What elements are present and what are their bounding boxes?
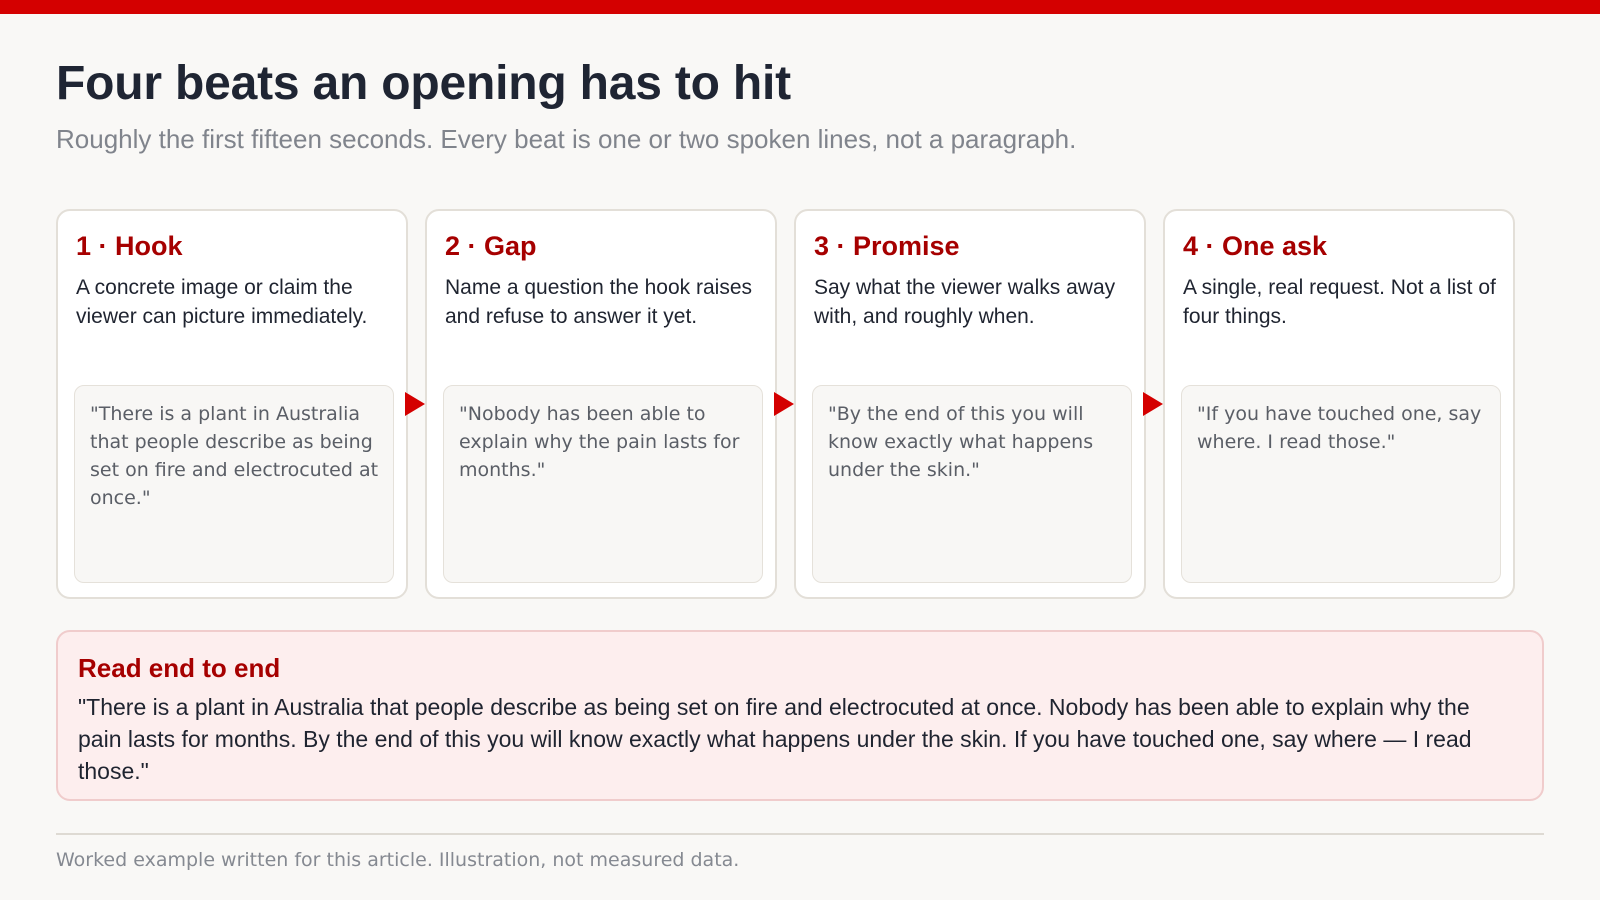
beat-description: Say what the viewer walks away with, and roughly when.: [814, 276, 1116, 328]
beat-title: 1 · Hook: [76, 231, 183, 261]
beat-example-box: [443, 385, 763, 583]
beat-example-box: [812, 385, 1132, 583]
arrow-right-icon: [774, 392, 794, 416]
beat-title: 4 · One ask: [1183, 231, 1328, 261]
beat-example-quote: "By the end of this you will know exactly what happens under the skin.": [828, 403, 1094, 481]
arrow-right-icon: [405, 392, 425, 416]
page-title: Four beats an opening has to hit: [56, 57, 791, 110]
beat-example-quote: "If you have touched one, say where. I read those.": [1197, 403, 1482, 453]
read-end-to-end-panel: [56, 630, 1544, 801]
beat-example-quote: "There is a plant in Australia that people describe as being set on fire and electrocuted at once.": [90, 403, 379, 509]
beat-card-one-ask: [1163, 209, 1515, 599]
beat-example-box: [74, 385, 394, 583]
beat-description: Name a question the hook raises and refuse to answer it yet.: [445, 276, 753, 328]
beat-description: A concrete image or claim the viewer can picture immediately.: [76, 276, 368, 328]
arrow-right-icon: [1143, 392, 1163, 416]
beat-card-hook: [56, 209, 408, 599]
beat-description: A single, real request. Not a list of four things.: [1183, 276, 1496, 328]
summary-text: "There is a plant in Australia that people describe as being set on fire and electrocuted at once. Nobody has been able to explain why the pain lasts for months. By the end of this you will know exactly what happens under the skin. If you have touched one, say where — I read those.": [78, 694, 1472, 784]
beat-title: 3 · Promise: [814, 231, 960, 261]
top-accent-bar: [0, 0, 1600, 14]
beat-title: 2 · Gap: [445, 231, 537, 261]
beat-card-promise: [794, 209, 1146, 599]
beat-card-gap: [425, 209, 777, 599]
beats-flow: [56, 209, 1544, 601]
summary-title: Read end to end: [78, 653, 281, 683]
beat-example-quote: "Nobody has been able to explain why the pain lasts for months.": [459, 403, 740, 481]
page-subtitle: Roughly the first fifteen seconds. Every beat is one or two spoken lines, not a paragraph.: [56, 124, 1077, 154]
footnote: Worked example written for this article. Illustration, not measured data.: [56, 849, 740, 871]
footer-divider: [56, 833, 1544, 835]
beat-example-box: [1181, 385, 1501, 583]
